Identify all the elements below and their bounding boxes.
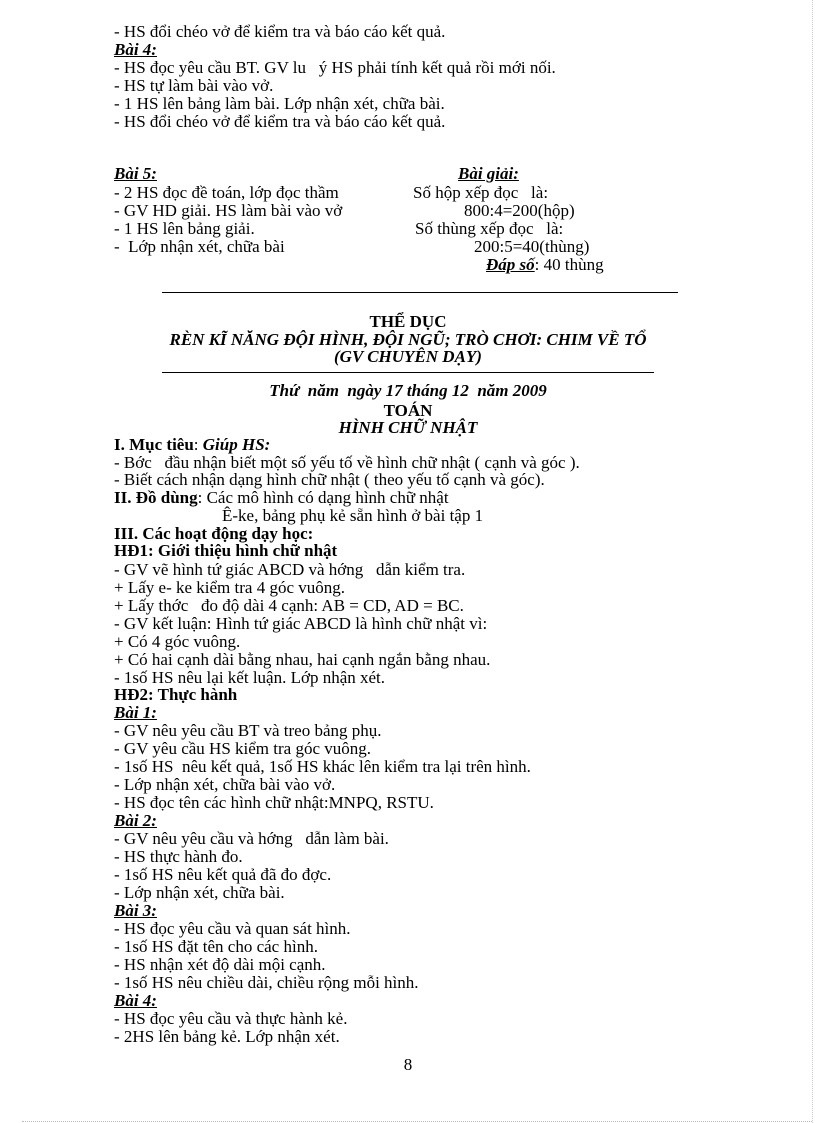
date-line: Thứ năm ngày 17 tháng 12 năm 2009 [269,381,547,400]
section-note: (GV CHUYÊN DẠY) [334,347,482,366]
answer-line [486,255,604,275]
solution-line: Số thùng xếp đọc là: [415,219,564,238]
text-line: - Biết cách nhận dạng hình chữ nhật ( theo yếu tố cạnh và góc). [114,470,545,489]
text-line: + Lấy thớc đo độ dài 4 cạnh: AB = CD, AD = BC. [114,596,464,615]
exercise-heading: Bài 3: [114,901,157,920]
page-border-bottom [22,1121,812,1122]
text-line: - GV kết luận: Hình tứ giác ABCD là hình chữ nhật vì: [114,614,488,633]
lesson-title: HÌNH CHỮ NHẬT [338,418,478,437]
objectives-value: Giúp HS: [202,435,271,454]
text-line: - 1 HS lên bảng giải. [114,219,255,238]
text-line: - HS đổi chéo vở để kiểm tra và báo cáo kết quả. [114,112,446,131]
page-border-right [812,0,813,1123]
divider [162,372,654,373]
text-line: Ê-ke, bảng phụ kẻ sẵn hình ở bài tập 1 [222,506,484,525]
solution-heading: Bài giải: [458,164,519,183]
answer-label: Đáp số [486,255,535,274]
text-line: + Có 4 góc vuông. [114,632,241,651]
text-line: - HS đọc yêu cầu và thực hành kẻ. [114,1009,348,1028]
page-number: 8 [403,1055,413,1074]
objectives-label: I. Mục tiêu [114,435,194,454]
text-line: - GV vẽ hình tứ giác ABCD và hớng dẫn kiểm tra. [114,560,466,579]
text-line: - GV nêu yêu cầu và hớng dẫn làm bài. [114,829,389,848]
text-line: - Bớc đầu nhận biết một số yếu tố về hình chữ nhật ( cạnh và góc ). [114,453,580,472]
materials-value: : Các mô hình có dạng hình chữ nhật [197,488,449,507]
materials-label: II. Đồ dùng [114,488,198,507]
exercise-heading: Bài 1: [114,703,157,722]
activity-heading: HĐ1: Giới thiệu hình chữ nhật [114,541,338,560]
materials-heading [114,488,449,508]
text-line: - 1số HS nêu chiều dài, chiều rộng mỗi hình. [114,973,419,992]
text-line: - Lớp nhận xét, chữa bài vào vở. [114,775,336,794]
text-line: - 1số HS nêu kết quả, 1số HS khác lên kiểm tra lại trên hình. [114,757,531,776]
text-line: - 1số HS đặt tên cho các hình. [114,937,318,956]
text-line: - 1số HS nêu lại kết luận. Lớp nhận xét. [114,668,386,687]
answer-value: : 40 thùng [534,255,604,274]
objectives-sep: : [193,435,203,454]
solution-line: 800:4=200(hộp) [464,201,575,220]
subject-title: TOÁN [383,401,433,420]
text-line: - 2HS lên bảng kẻ. Lớp nhận xét. [114,1027,340,1046]
text-line: - HS đọc yêu cầu BT. GV lu ý HS phải tính kết quả rồi mới nối. [114,58,556,77]
text-line: - 1số HS nêu kết quả đã đo đợc. [114,865,332,884]
text-line: - HS đổi chéo vở để kiểm tra và báo cáo kết quả. [114,22,446,41]
text-line: - Lớp nhận xét, chữa bài. [114,883,285,902]
activity-heading: HĐ2: Thực hành [114,685,238,704]
text-line: + Lấy e- ke kiểm tra 4 góc vuông. [114,578,345,597]
text-line: - GV yêu cầu HS kiểm tra góc vuông. [114,739,371,758]
text-line: + Có hai cạnh dài bằng nhau, hai cạnh ngắn bằng nhau. [114,650,491,669]
text-line: - Lớp nhận xét, chữa bài [114,237,285,256]
text-line: - HS nhận xét độ dài mội cạnh. [114,955,326,974]
solution-line: Số hộp xếp đọc là: [413,183,549,202]
text-line: - HS thực hành đo. [114,847,243,866]
activities-heading: III. Các hoạt động dạy học: [114,524,314,543]
text-line: - 1 HS lên bảng làm bài. Lớp nhận xét, chữa bài. [114,94,445,113]
text-line: - 2 HS đọc đề toán, lớp đọc thầm [114,183,339,202]
text-line: - HS tự làm bài vào vở. [114,76,274,95]
text-line: - GV nêu yêu cầu BT và treo bảng phụ. [114,721,382,740]
text-line: - GV HD giải. HS làm bài vào vở [114,201,343,220]
exercise-heading: Bài 4: [114,991,157,1010]
exercise-heading: Bài 4: [114,40,157,59]
objectives-heading [114,435,270,455]
exercise-heading: Bài 2: [114,811,157,830]
text-line: - HS đọc tên các hình chữ nhật:MNPQ, RSTU. [114,793,434,812]
divider [162,292,678,293]
exercise-heading: Bài 5: [114,164,157,183]
text-line: - HS đọc yêu cầu và quan sát hình. [114,919,351,938]
solution-line: 200:5=40(thùng) [474,237,590,256]
section-subtitle: RÈN KĨ NĂNG ĐỘI HÌNH, ĐỘI NGŨ; TRÒ CHƠI: CHIM VỀ TỔ [169,330,647,349]
section-title: THỂ DỤC [369,312,447,331]
